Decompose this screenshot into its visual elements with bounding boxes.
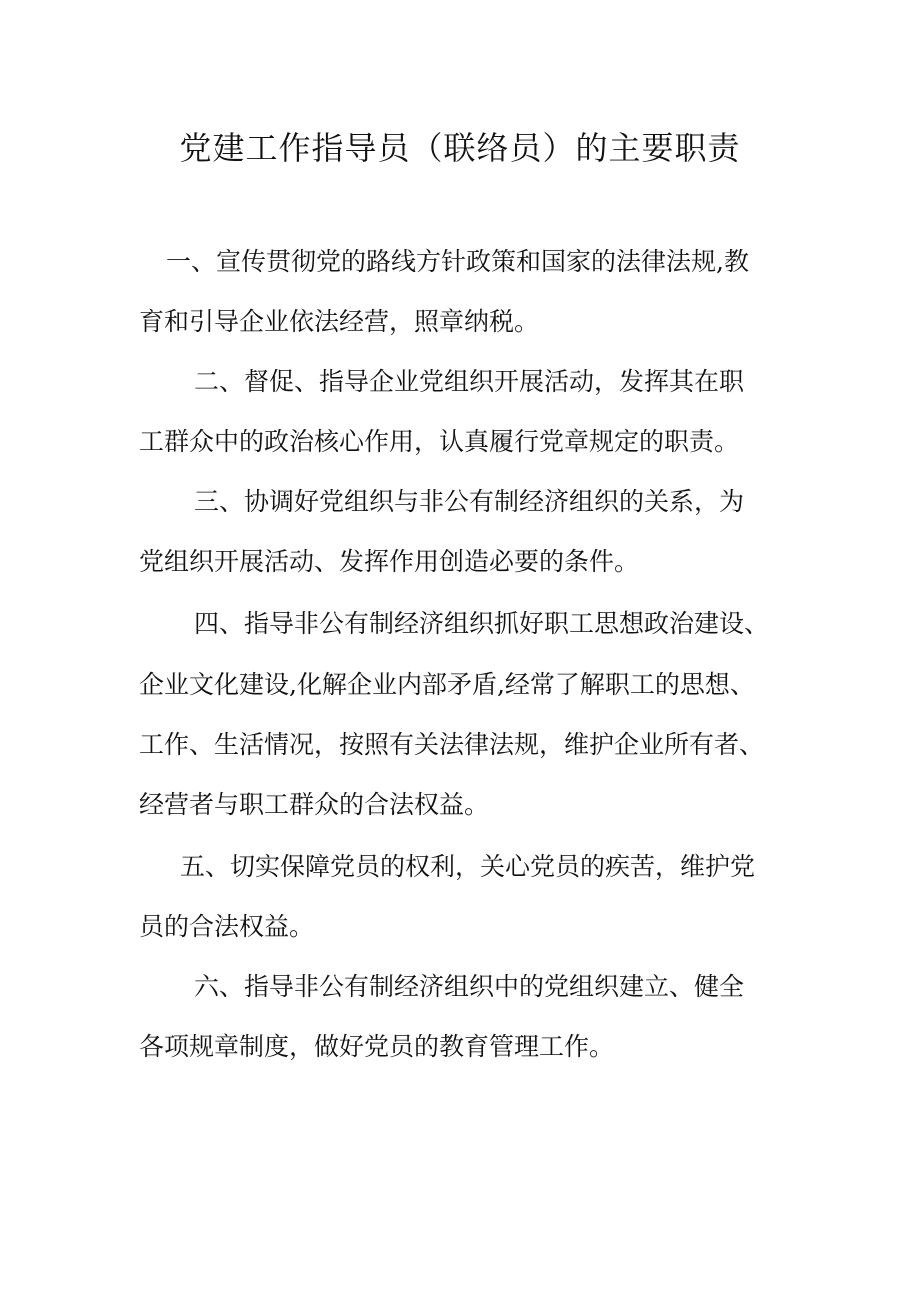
paragraph-4-line-3: 工作、生活情况，按照有关法律法规，维护企业所有者、 [139, 730, 765, 759]
paragraph-5-line-2: 员的合法权益。 [139, 912, 315, 941]
document-title: 党建工作指导员（联络员）的主要职责 [179, 129, 741, 167]
paragraph-3-line-2: 党组织开展活动、发挥作用创造必要的条件。 [139, 547, 640, 576]
paragraph-4-line-4: 经营者与职工群众的合法权益。 [139, 790, 490, 819]
paragraph-3-line-1: 三、协调好党组织与非公有制经济组织的关系，为 [194, 487, 745, 516]
paragraph-4-line-2: 企业文化建设,化解企业内部矛盾,经常了解职工的思想、 [139, 670, 755, 699]
paragraph-2-line-1: 二、督促、指导企业党组织开展活动，发挥其在职 [194, 367, 745, 396]
paragraph-5-line-1: 五、切实保障党员的权利，关心党员的疾苦，维护党 [180, 852, 756, 881]
paragraph-2-line-2: 工群众中的政治核心作用，认真履行党章规定的职责。 [139, 427, 740, 456]
paragraph-1-line-2: 育和引导企业依法经营，照章纳税。 [139, 307, 540, 336]
paragraph-1-line-1: 一、宣传贯彻党的路线方针政策和国家的法律法规,教 [166, 247, 749, 276]
paragraph-4-line-1: 四、指导非公有制经济组织抓好职工思想政治建设、 [194, 609, 770, 638]
paragraph-6-line-2: 各项规章制度，做好党员的教育管理工作。 [139, 1032, 615, 1061]
paragraph-6-line-1: 六、指导非公有制经济组织中的党组织建立、健全 [194, 972, 745, 1001]
